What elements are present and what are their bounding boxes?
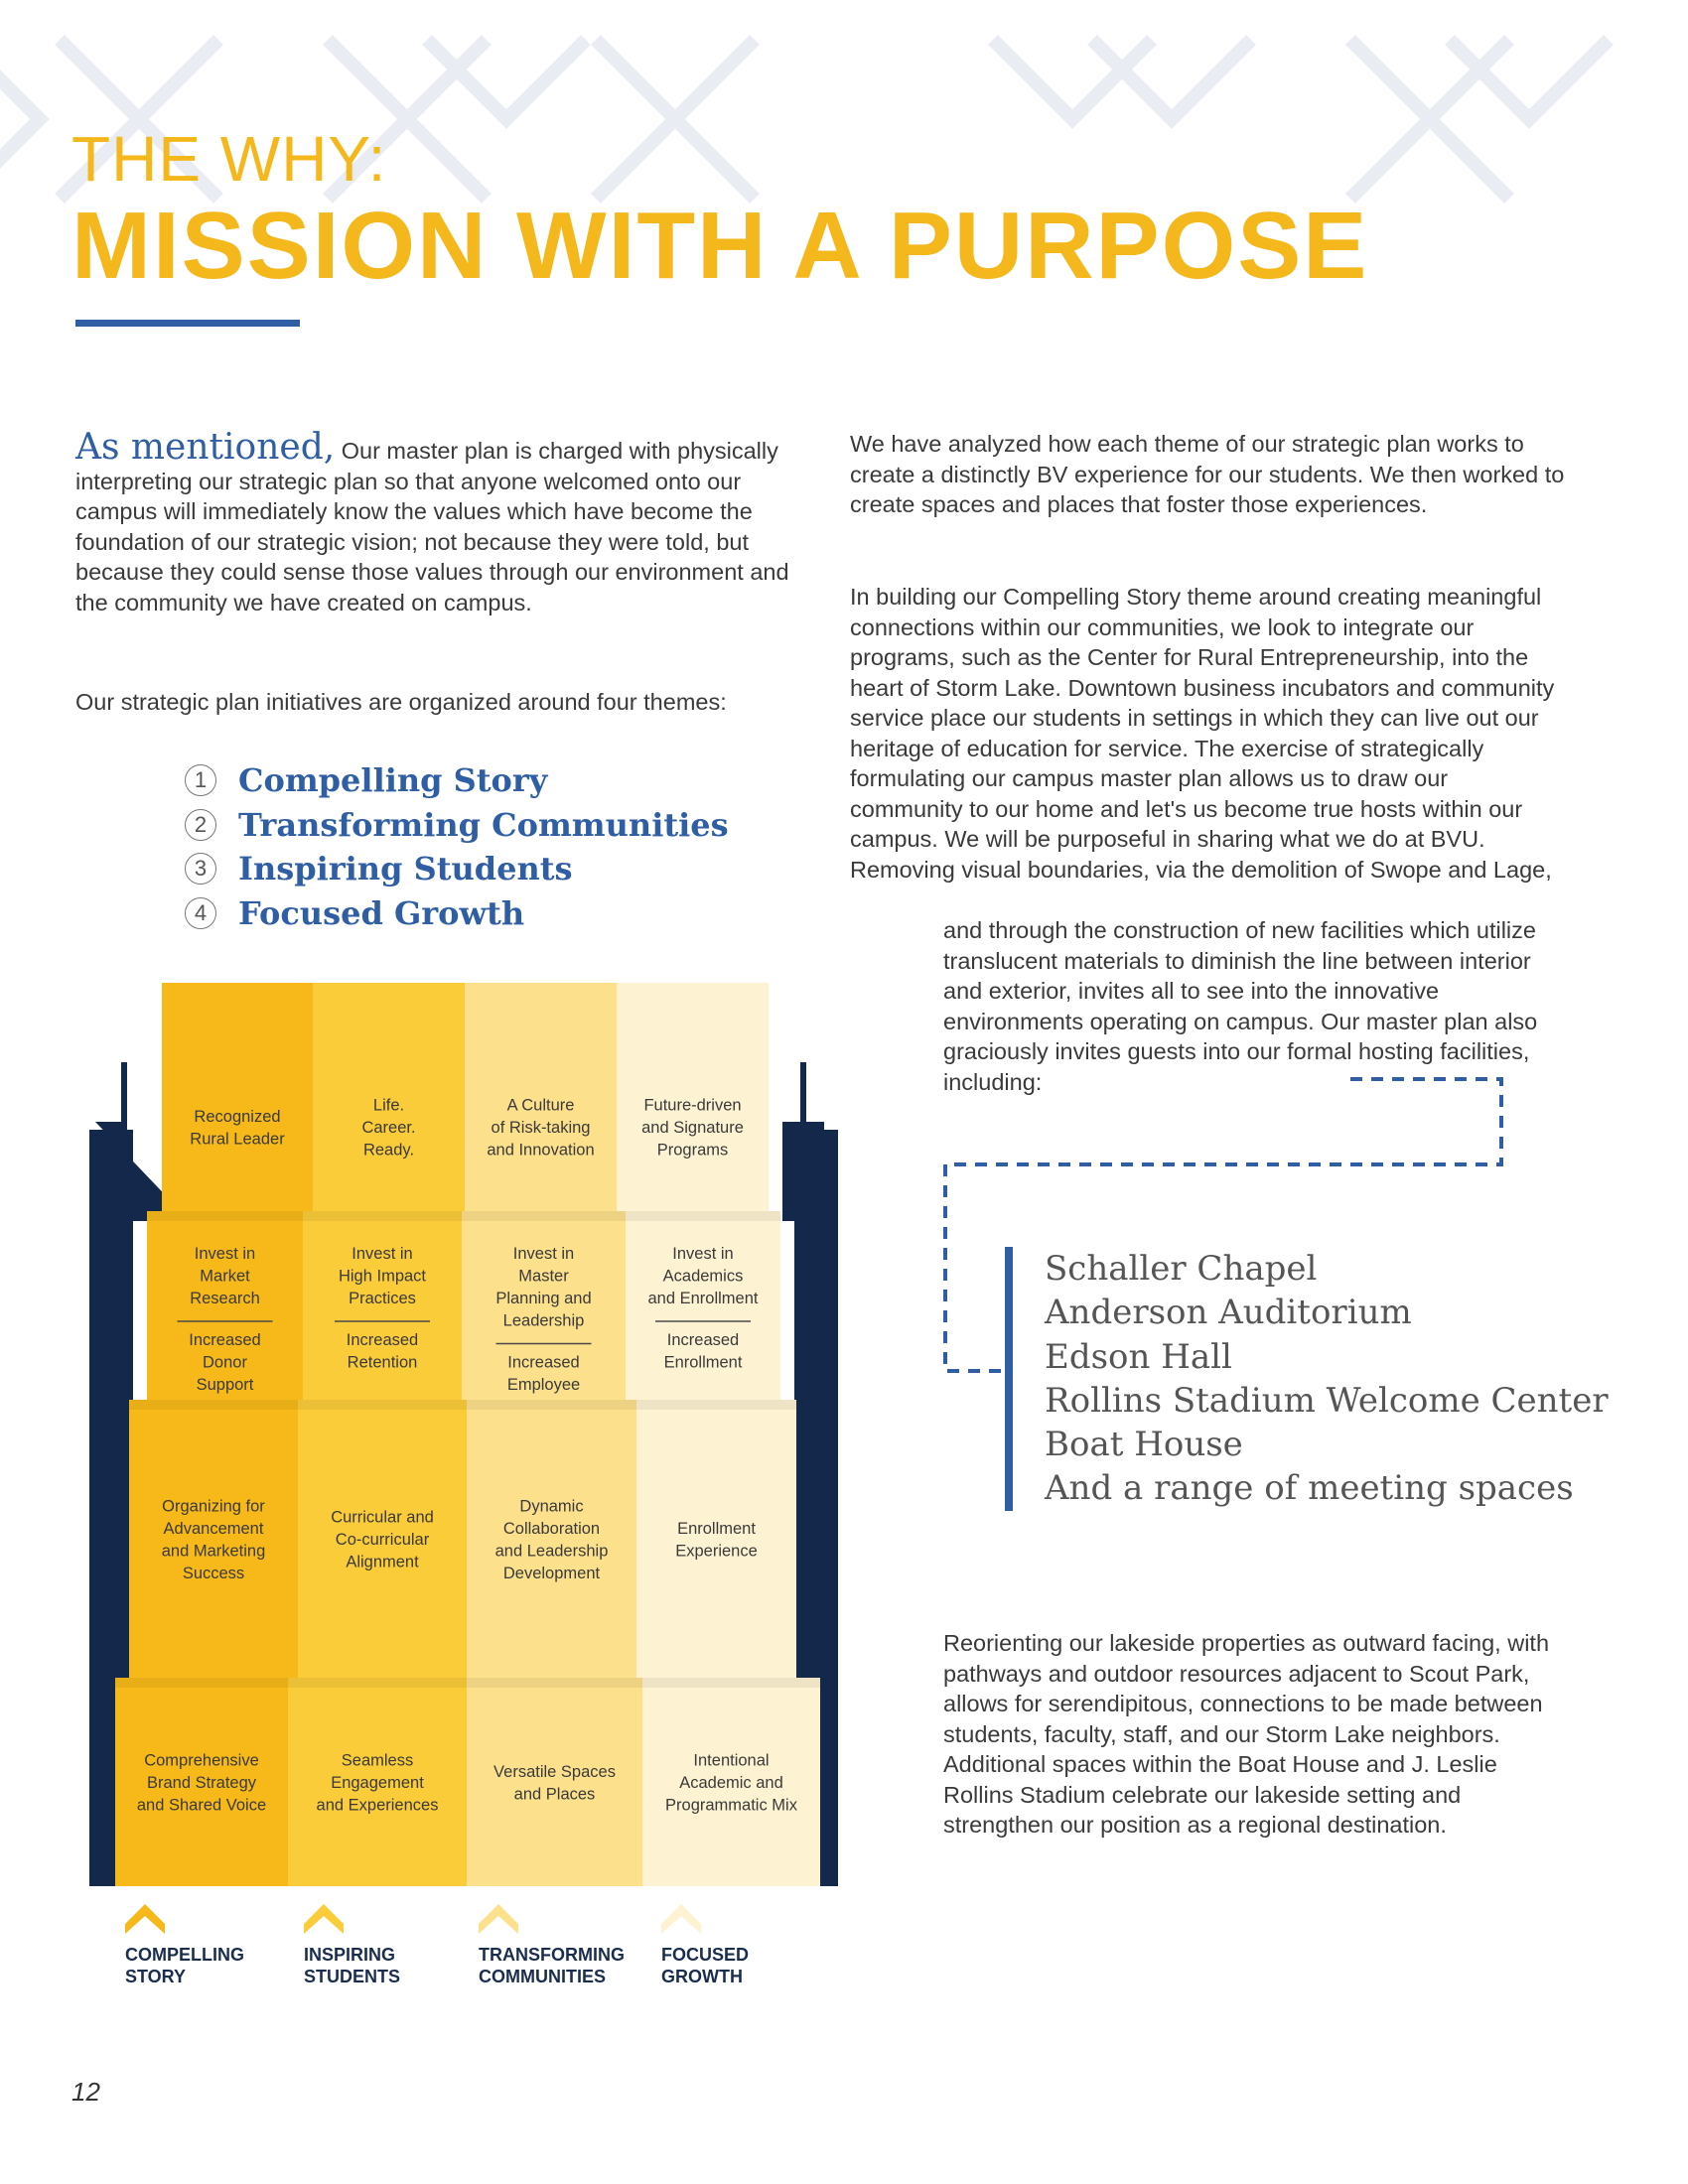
number-circle-icon: 3 xyxy=(185,853,216,885)
intro-lead: As mentioned, xyxy=(75,427,336,468)
stair-cell-text: Organizing for Advancement and Marketing Success xyxy=(161,1497,266,1582)
stair-cell-outcome: Increased Donor Support xyxy=(189,1331,261,1394)
number-circle-icon: 1 xyxy=(185,764,216,796)
stair-cell-text: Invest in High Impact Practices xyxy=(338,1245,427,1307)
stair-cell-text: Invest in Market Research xyxy=(190,1245,260,1307)
venue-item: Boat House xyxy=(1045,1425,1243,1465)
theme-item xyxy=(185,803,729,848)
legend-label: COMPELLING STORY xyxy=(125,1945,244,1986)
stair-cell-text: Curricular and Co-curricular Alignment xyxy=(331,1508,434,1571)
stair-block xyxy=(636,1400,796,1678)
page-title: MISSION WITH A PURPOSE xyxy=(71,193,1369,299)
stair-cell-text: Comprehensive Brand Strategy and Shared Voice xyxy=(136,1751,267,1815)
stair-shadow xyxy=(147,1211,303,1221)
legend-label: INSPIRING STUDENTS xyxy=(304,1945,401,1986)
theme-item xyxy=(185,847,729,891)
number-circle-icon: 4 xyxy=(185,897,216,929)
stair-shadow xyxy=(115,1678,288,1688)
legend-label: TRANSFORMING COMMUNITIES xyxy=(479,1945,625,1986)
stair-block xyxy=(467,1400,636,1678)
theme-item xyxy=(185,758,729,803)
stair-cell-outcome: Increased Employee xyxy=(506,1353,581,1394)
stair-cell-text: Life. Career. Ready. xyxy=(361,1096,416,1160)
stair-cell-text: Versatile Spaces and Places xyxy=(493,1762,616,1804)
stair-cell-outcome: Increased Retention xyxy=(346,1331,419,1372)
intro-paragraph xyxy=(75,427,790,617)
legend-label: FOCUSED GROWTH xyxy=(661,1945,750,1986)
stair-cell-text: Seamless Engagement and Experiences xyxy=(316,1751,439,1815)
chevron-up-icon xyxy=(661,1904,701,1934)
stair-cell-text: Intentional Academic and Programmatic Mix xyxy=(665,1751,797,1815)
theme-label: Compelling Story xyxy=(238,761,548,800)
facilities-paragraph: and through the construction of new facilities which utilize translucent materials to diminish the line between interior and exterior, invites all to see into the innovative environments operating on campus. Our master plan also graciously invites guests into our formal hosting facilities, including: xyxy=(943,917,1538,1095)
venue-item: Schaller Chapel xyxy=(1045,1249,1318,1289)
strategic-plan-staircase-diagram xyxy=(89,983,844,2005)
page-number: 12 xyxy=(71,2077,100,2107)
number-circle-icon: 2 xyxy=(185,809,216,841)
stair-cell-text: Invest in Master Planning and Leadership xyxy=(495,1245,592,1330)
theme-label: Transforming Communities xyxy=(238,805,729,844)
chevron-up-icon xyxy=(304,1904,344,1934)
venue-item: Rollins Stadium Welcome Center xyxy=(1045,1380,1609,1421)
intro-body: Our master plan is charged with physically interpreting our strategic plan so that anyone welcomed onto our campus will immediately know the values which have become the foundation of our strategic vision; not because they were told, but because they could sense those values through our environment and the community we have created on campus. xyxy=(75,438,789,615)
venue-item: Anderson Auditorium xyxy=(1045,1293,1412,1333)
stair-shadow xyxy=(462,1211,626,1221)
stair-shadow xyxy=(467,1400,636,1410)
stair-cell-text: Future-driven and Signature Programs xyxy=(641,1096,744,1160)
chevron-up-icon xyxy=(479,1904,518,1934)
title-underline xyxy=(75,320,300,327)
venue-list xyxy=(1045,1247,1609,1511)
theme-label: Inspiring Students xyxy=(238,850,573,888)
theme-item xyxy=(185,891,729,936)
stair-cell-text: A Culture of Risk-taking and Innovation xyxy=(487,1096,595,1160)
stair-block xyxy=(129,1400,298,1678)
stair-shadow xyxy=(626,1211,780,1221)
stair-cell-outcome: Increased Enrollment xyxy=(663,1331,743,1372)
stair-shadow xyxy=(303,1211,462,1221)
venue-list-accent-bar xyxy=(1005,1247,1013,1511)
stair-block xyxy=(467,1678,642,1886)
compelling-story-paragraph: In building our Compelling Story theme around creating meaningful connections within our communities, we look to integrate our programs, such as the Center for Rural Entrepreneurship, into the heart of Storm Lake. Downtown business incubators and community service place our students in settings in which they can live out our heritage of education for service. The exercise of strategically formulating our campus master plan allows us to draw our community to our home and let's us become true hosts within our campus. We will be purposeful in sharing what we do at BVU. Removing visual boundaries, via the demolition of Swope and Lage, xyxy=(850,584,1555,883)
themes-list xyxy=(185,758,729,935)
stair-shadow xyxy=(467,1678,642,1688)
analysis-paragraph: We have analyzed how each theme of our strategic plan works to create a distinctly BV experience for our students. We then worked to create spaces and places that foster those experiences. xyxy=(850,431,1565,517)
chevron-up-icon xyxy=(125,1904,165,1934)
stair-shadow xyxy=(298,1400,467,1410)
lakeside-paragraph: Reorienting our lakeside properties as outward facing, with pathways and outdoor resources adjacent to Scout Park, allows for serendipitous, connections to be made between students, faculty, staff, and our Storm Lake neighbors. Additional spaces within the Boat House and J. Leslie Rollins Stadium celebrate our lakeside setting and strengthen our position as a regional destination. xyxy=(943,1630,1550,1838)
stair-shadow xyxy=(636,1400,796,1410)
eyebrow-heading: THE WHY: xyxy=(71,123,387,195)
stair-shadow xyxy=(642,1678,820,1688)
stair-shadow xyxy=(129,1400,298,1410)
stair-cell-text: Enrollment Experience xyxy=(675,1519,758,1561)
themes-intro: Our strategic plan initiatives are organized around four themes: xyxy=(75,689,727,715)
stair-block xyxy=(162,983,313,1211)
venue-item: And a range of meeting spaces xyxy=(1045,1468,1574,1509)
stair-cell-text: Invest in Academics and Enrollment xyxy=(647,1245,759,1307)
stair-cell-text: Dynamic Collaboration and Leadership Development xyxy=(494,1497,609,1582)
stair-cell-text: Recognized Rural Leader xyxy=(190,1107,285,1149)
theme-label: Focused Growth xyxy=(238,893,525,932)
venue-item: Edson Hall xyxy=(1045,1336,1232,1377)
stair-shadow xyxy=(288,1678,467,1688)
